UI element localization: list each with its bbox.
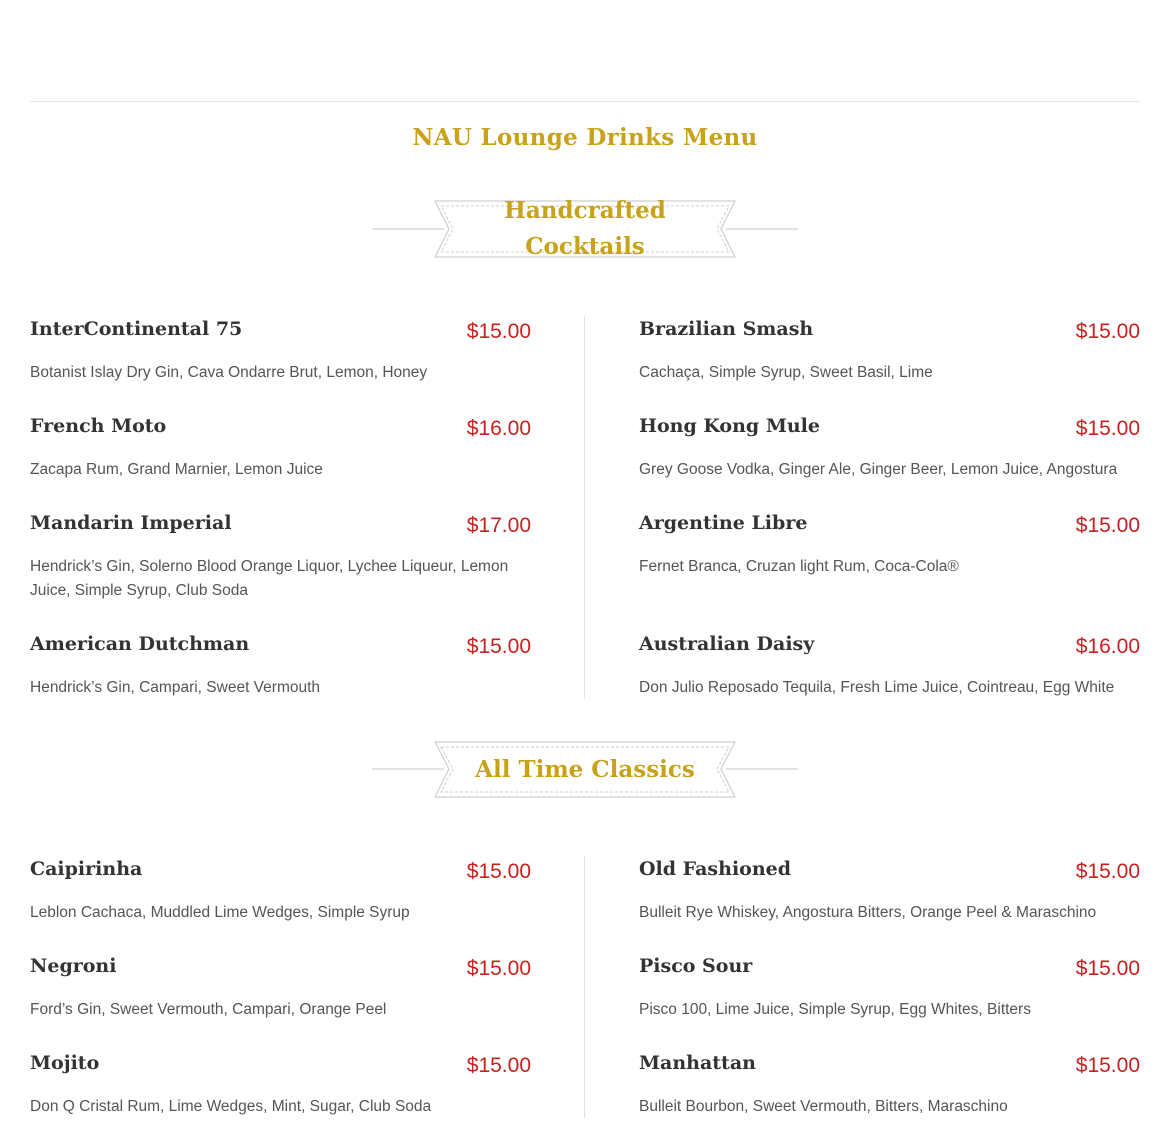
menu-title: NAU Lounge Drinks Menu (412, 124, 758, 151)
item-description: Cachaça, Simple Syrup, Sweet Basil, Lime (639, 364, 933, 381)
item-description: Grey Goose Vodka, Ginger Ale, Ginger Beer, Lemon Juice, Angostura (639, 461, 1118, 478)
item-description: Fernet Branca, Cruzan light Rum, Coca-Cola® (639, 558, 959, 575)
item-price: $16.00 (1075, 635, 1140, 658)
item-name: Manhattan (639, 1052, 756, 1074)
item-description: Bulleit Rye Whiskey, Angostura Bitters, Orange Peel & Maraschino (639, 904, 1097, 921)
item-name: Argentine Libre (639, 512, 808, 534)
item-description: Don Q Cristal Rum, Lime Wedges, Mint, Sugar, Club Soda (30, 1098, 432, 1115)
item-price: $15.00 (1075, 320, 1140, 343)
item-price: $15.00 (1075, 1054, 1140, 1077)
item-description: Don Julio Reposado Tequila, Fresh Lime Juice, Cointreau, Egg White (639, 679, 1115, 696)
item-description: Hendrick’s Gin, Campari, Sweet Vermouth (30, 679, 321, 696)
section-title: All Time Classics (475, 756, 695, 783)
item-name: Mojito (30, 1052, 100, 1074)
item-description: Leblon Cachaca, Muddled Lime Wedges, Simple Syrup (30, 904, 410, 921)
item-price: $15.00 (1075, 514, 1140, 537)
item-price: $15.00 (466, 320, 531, 343)
item-price: $15.00 (466, 635, 531, 658)
top-divider (30, 101, 1140, 102)
item-price: $15.00 (1075, 957, 1140, 980)
item-price: $15.00 (1075, 417, 1140, 440)
item-name: Pisco Sour (639, 955, 753, 977)
item-description: Zacapa Rum, Grand Marnier, Lemon Juice (30, 461, 323, 478)
item-price: $15.00 (466, 860, 531, 883)
item-description: Ford’s Gin, Sweet Vermouth, Campari, Orange Peel (30, 1001, 387, 1018)
item-description: Pisco 100, Lime Juice, Simple Syrup, Egg Whites, Bitters (639, 1001, 1031, 1018)
item-name: Brazilian Smash (639, 318, 814, 340)
item-price: $15.00 (466, 957, 531, 980)
item-name: French Moto (30, 415, 167, 437)
item-price: $17.00 (466, 514, 531, 537)
section-banner-classics (372, 741, 798, 799)
section-title: Handcrafted Cocktails (504, 197, 666, 260)
item-name: Australian Daisy (639, 633, 815, 655)
item-price: $15.00 (1075, 860, 1140, 883)
item-price: $16.00 (466, 417, 531, 440)
item-name: Caipirinha (30, 858, 143, 880)
item-name: Mandarin Imperial (30, 512, 232, 534)
section-banner-handcrafted (372, 197, 798, 260)
column-divider (584, 316, 585, 699)
item-name: Old Fashioned (639, 858, 792, 880)
item-description: Bulleit Bourbon, Sweet Vermouth, Bitters, Maraschino (639, 1098, 1008, 1115)
item-description: Hendrick’s Gin, Solerno Blood Orange Liquor, Lychee Liqueur, Lemon Juice, Simple Syrup, Club Soda (30, 558, 509, 599)
item-price: $15.00 (466, 1054, 531, 1077)
column-divider (584, 856, 585, 1118)
item-name: Hong Kong Mule (639, 415, 820, 437)
item-name: American Dutchman (30, 633, 250, 655)
item-description: Botanist Islay Dry Gin, Cava Ondarre Brut, Lemon, Honey (30, 364, 428, 381)
item-name: Negroni (30, 955, 117, 977)
item-name: InterContinental 75 (30, 318, 243, 340)
